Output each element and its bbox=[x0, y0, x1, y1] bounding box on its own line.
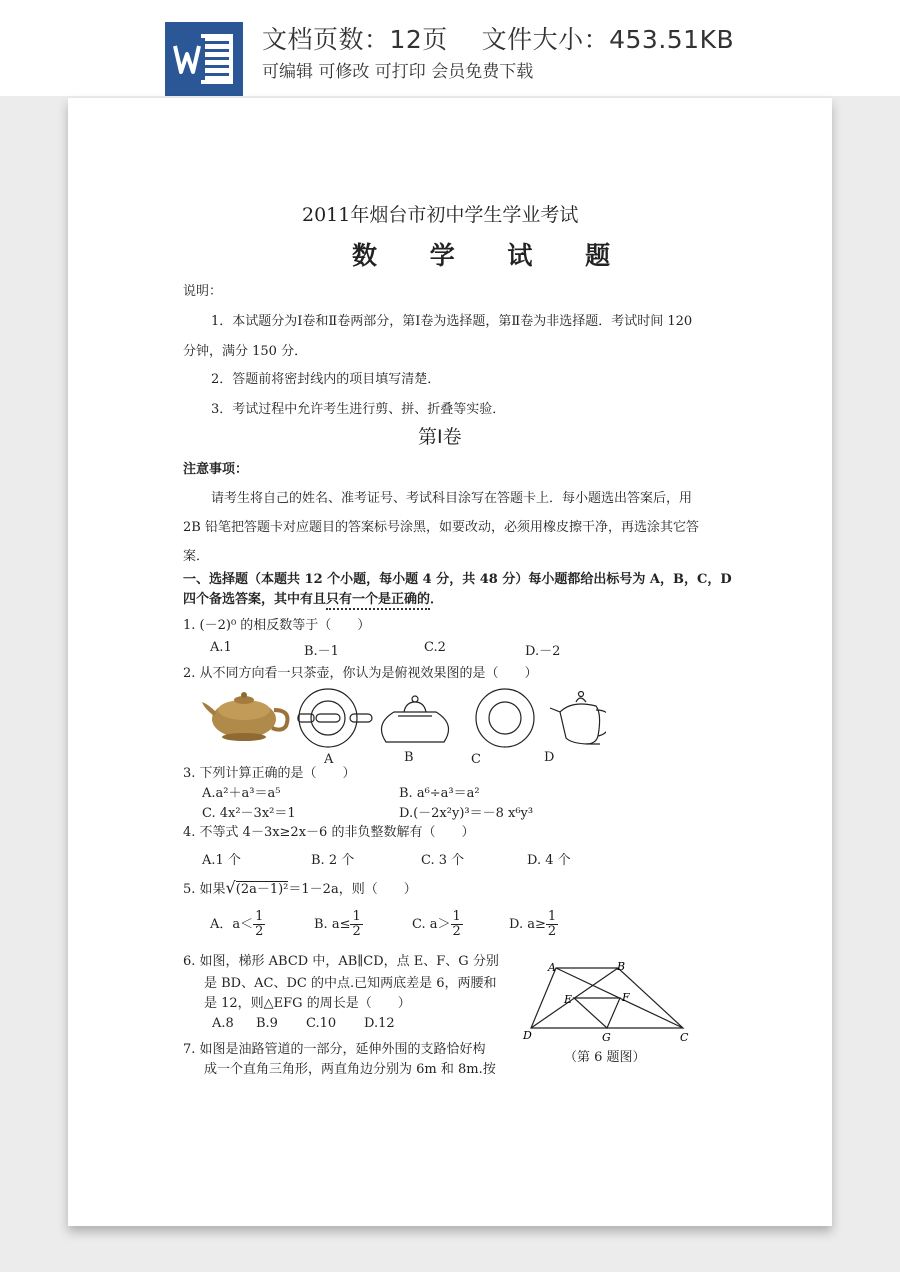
q5-option-d: D. a≥ $\frac{1}{2}$ bbox=[509, 909, 557, 939]
feature-list: 可编辑 可修改 可打印 会员免费下载 bbox=[262, 62, 534, 82]
file-info bbox=[262, 20, 734, 56]
q3-option-b: B. a⁶÷a³＝a² bbox=[399, 786, 480, 801]
word-document-icon bbox=[165, 22, 243, 96]
attention-line-2: 2B 铅笔把答题卡对应题目的答案标号涂黑，如要改动，必须用橡皮擦干净，再选涂其它答 bbox=[183, 520, 699, 535]
page-count: 文档页数：12页 bbox=[262, 25, 448, 54]
emphasis-dots: 只有一个是正确的 bbox=[326, 592, 430, 610]
q5-option-b: B. a≤ $\frac{1}{2}$ bbox=[314, 909, 361, 939]
attention-line-3: 案． bbox=[183, 549, 210, 564]
section-title: 第Ⅰ卷 bbox=[418, 426, 462, 448]
exam-title: 2011年烟台市初中学生学业考试 bbox=[302, 204, 579, 226]
q4-option-a: A.1 个 bbox=[202, 853, 241, 868]
q4-option-b: B. 2 个 bbox=[311, 853, 355, 868]
sqrt-sign: √ bbox=[225, 878, 236, 897]
part-heading-2: 四个备选答案，其中有且只有一个是正确的． bbox=[183, 588, 443, 607]
download-banner bbox=[0, 0, 900, 96]
document-page bbox=[68, 98, 832, 1226]
file-size: 文件大小：453.51KB bbox=[481, 25, 735, 54]
q2-label-b: B bbox=[404, 750, 414, 765]
point-b: B bbox=[617, 960, 626, 973]
note-label: 说明： bbox=[183, 284, 223, 299]
teapot-view-c bbox=[476, 689, 534, 747]
q4-option-d: D. 4 个 bbox=[527, 853, 571, 868]
note-line-1: 1．本试题分为Ⅰ卷和Ⅱ卷两部分，第Ⅰ卷为选择题，第Ⅱ卷为非选择题．考试时间 120 bbox=[211, 314, 693, 329]
teapot-view-d bbox=[550, 692, 606, 745]
q7-line-2: 成一个直角三角形，两直角边分别为 6m 和 8m.按 bbox=[204, 1062, 496, 1077]
q2-label-c: C bbox=[471, 752, 481, 767]
point-c: C bbox=[680, 1031, 689, 1044]
q5-stem: 5. 如果√(2a－1)²＝1－2a，则（ ） bbox=[183, 878, 417, 897]
q6-option-a: A.8 bbox=[212, 1016, 234, 1031]
note-line-3: 2．答题前将密封线内的项目填写清楚． bbox=[211, 372, 441, 387]
q2-stem: 2. 从不同方向看一只茶壶，你认为是俯视效果图的是（ ） bbox=[183, 666, 538, 681]
q1-option-c: C.2 bbox=[424, 640, 446, 655]
part-heading-1: 一、选择题（本题共 12 个小题，每小题 4 分，共 48 分）每小题都给出标号为 A，B，C，D bbox=[183, 572, 732, 587]
note-line-2: 分钟，满分 150 分． bbox=[183, 344, 308, 359]
q4-stem: 4. 不等式 4－3x≥2x－6 的非负整数解有（ ） bbox=[183, 825, 475, 840]
q6-line-2: 是 BD、AC、DC 的中点.已知两底差是 6，两腰和 bbox=[204, 976, 497, 991]
q2-label-d: D bbox=[544, 750, 555, 765]
teapot-figures bbox=[200, 686, 606, 750]
sqrt-radicand: (2a－1)² bbox=[235, 882, 289, 897]
q3-stem: 3. 下列计算正确的是（ ） bbox=[183, 766, 356, 781]
point-d: D bbox=[523, 1029, 532, 1042]
q1-option-d: D.－2 bbox=[525, 644, 561, 659]
q3-option-d: D.(－2x²y)³＝－8 x⁶y³ bbox=[399, 806, 534, 821]
triangle-efg bbox=[574, 998, 620, 1028]
q7-line-1: 7. 如图是油路管道的一部分，延伸外围的支路恰好构 bbox=[183, 1042, 486, 1057]
q1-option-b: B.－1 bbox=[304, 644, 339, 659]
q6-option-b: B.9 bbox=[256, 1016, 278, 1031]
teapot-photo bbox=[202, 692, 288, 741]
q6-figure-caption: （第 6 题图） bbox=[564, 1050, 646, 1065]
attention-label: 注意事项： bbox=[183, 462, 249, 477]
q1-stem: 1. (－2)⁰ 的相反数等于（ ） bbox=[183, 618, 371, 633]
q2-label-a: A bbox=[324, 752, 334, 767]
q5-option-c: C. a＞ $\frac{1}{2}$ bbox=[412, 909, 461, 939]
point-e: E bbox=[564, 993, 573, 1006]
point-a: A bbox=[548, 961, 556, 974]
q4-option-c: C. 3 个 bbox=[421, 853, 465, 868]
teapot-view-b bbox=[382, 696, 449, 742]
point-g: G bbox=[602, 1031, 611, 1044]
note-line-4: 3．考试过程中允许考生进行剪、拼、折叠等实验． bbox=[211, 402, 506, 417]
point-f: F bbox=[622, 991, 630, 1004]
q6-line-3: 是 12，则△EFG 的周长是（ ） bbox=[204, 996, 411, 1011]
q3-option-a: A.a²＋a³＝a⁵ bbox=[202, 786, 281, 801]
q1-option-a: A.1 bbox=[210, 640, 232, 655]
q3-option-c: C. 4x²－3x²＝1 bbox=[202, 806, 296, 821]
teapot-view-a bbox=[298, 689, 372, 747]
q6-option-d: D.12 bbox=[364, 1016, 395, 1031]
q5-option-a: A．a＜ $\frac{1}{2}$ bbox=[210, 909, 264, 939]
trapezoid-figure bbox=[518, 958, 698, 1054]
attention-line-1: 请考生将自己的姓名、准考证号、考试科目涂写在答题卡上．每小题选出答案后，用 bbox=[211, 491, 693, 506]
q6-option-c: C.10 bbox=[306, 1016, 337, 1031]
q6-line-1: 6. 如图，梯形 ABCD 中，AB∥CD，点 E、F、G 分别 bbox=[183, 954, 499, 969]
exam-subtitle: 数 学 试 题 bbox=[352, 241, 633, 270]
